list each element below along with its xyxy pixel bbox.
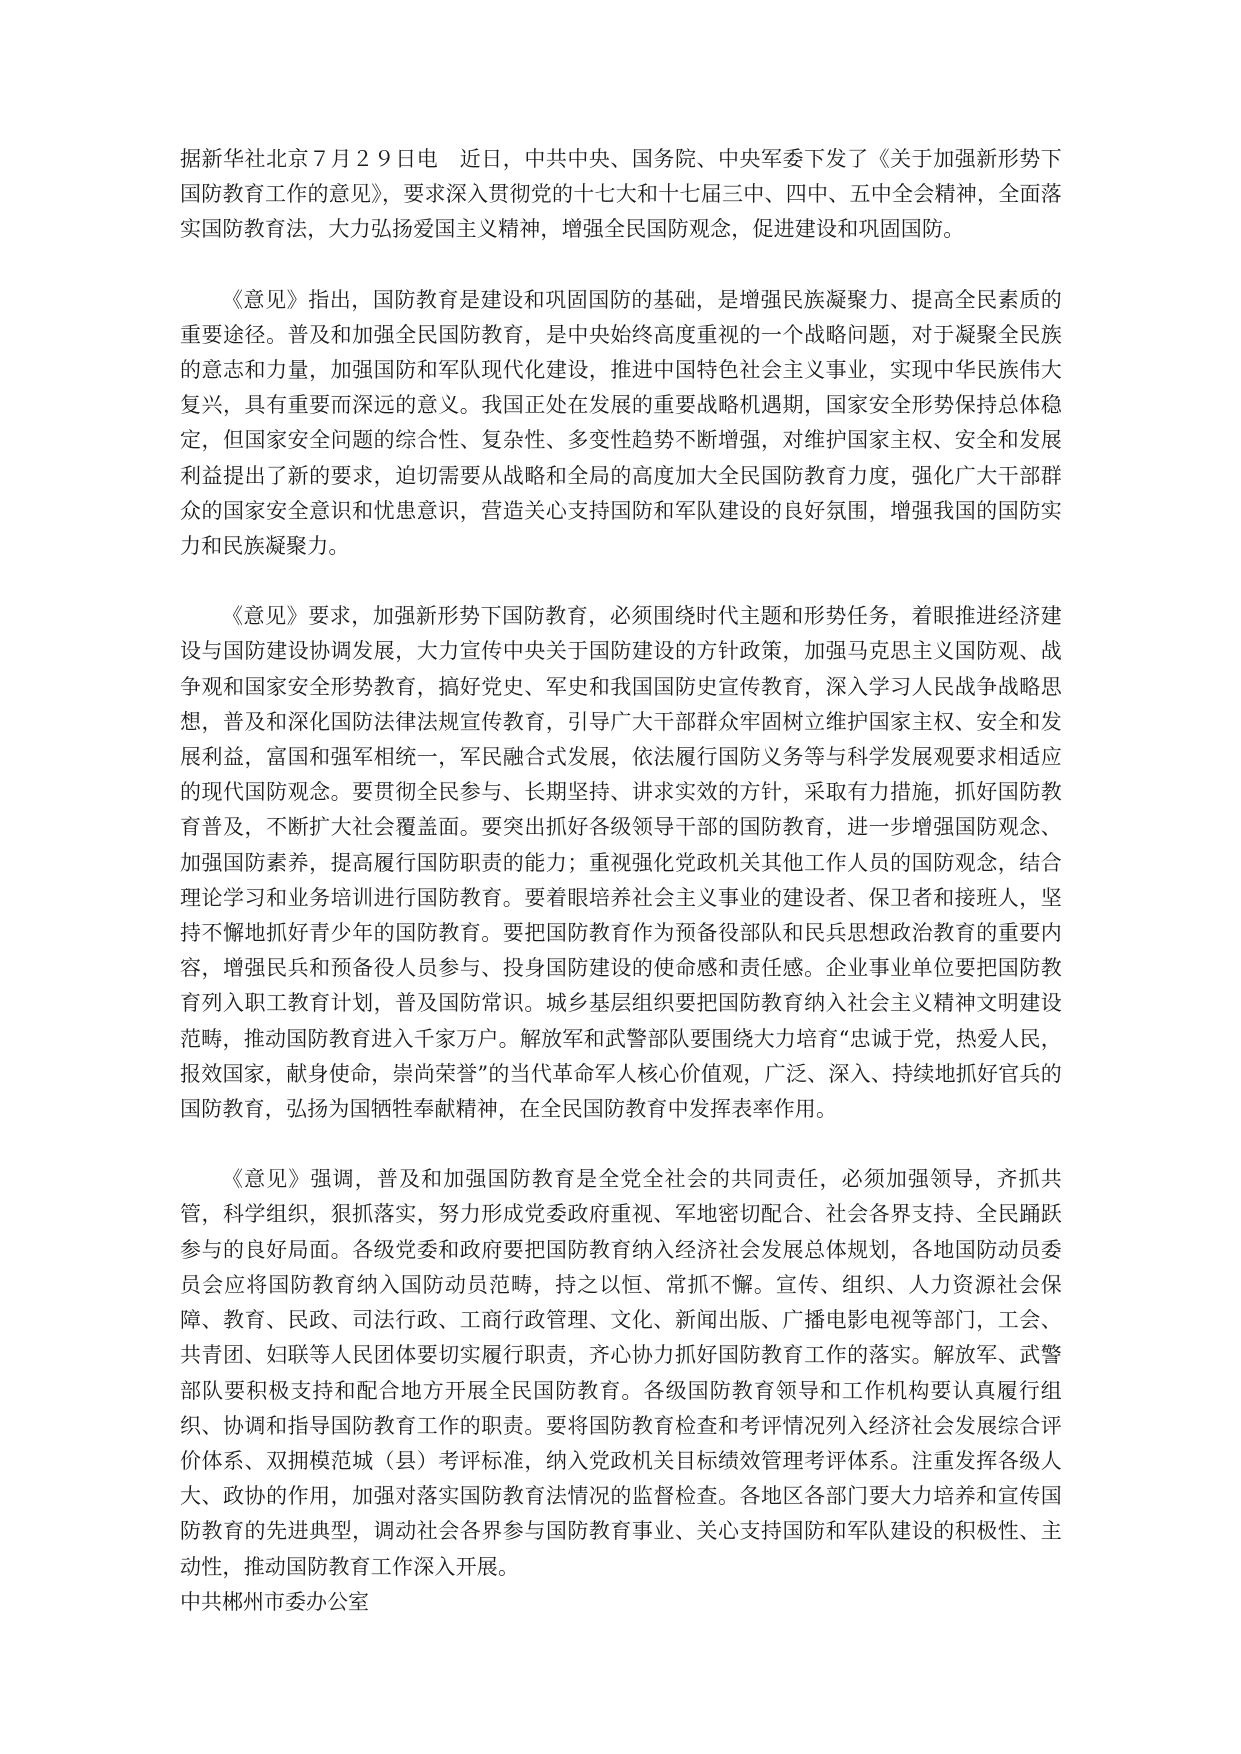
lead-paragraph: 据新华社北京７月２９日电 近日，中共中央、国务院、中央军委下发了《关于加强新形势下国防教育工作的意见》，要求深入贯彻党的十七大和十七届三中、四中、五中全会精神，全面落实国防教育法，大力弘扬爱国主义精神，增强全民国防观念，促进建设和巩固国防。 <box>180 147 1062 242</box>
paragraph-gap <box>180 248 1062 283</box>
paragraph-gap <box>180 1127 1062 1162</box>
signature: 中共郴州市委办公室 <box>180 1589 369 1614</box>
body-paragraph-1: 《意见》指出，国防教育是建设和巩固国防的基础，是增强民族凝聚力、提高全民素质的重要途径。普及和加强全民国防教育，是中央始终高度重视的一个战略问题，对于凝聚全民族的意志和力量，加强国防和军队现代化建设，推进中国特色社会主义事业，实现中华民族伟大复兴，具有重要而深远的意义。我国正处在发展的重要战略机遇期，国家安全形势保持总体稳定，但国家安全问题的综合性、复杂性、多变性趋势不断增强，对维护国家主权、安全和发展利益提出了新的要求，迫切需要从战略和全局的高度加大全民国防教育力度，强化广大干部群众的国家安全意识和忧患意识，营造关心支持国防和军队建设的良好氛围，增强我国的国防实力和民族凝聚力。 <box>180 287 1062 559</box>
paragraph-gap <box>180 564 1062 599</box>
body-paragraph-3: 《意见》强调，普及和加强国防教育是全党全社会的共同责任，必须加强领导，齐抓共管，科学组织，狠抓落实，努力形成党委政府重视、军地密切配合、社会各界支持、全民踊跃参与的良好局面。各级党委和政府要把国防教育纳入经济社会发展总体规划，各地国防动员委员会应将国防教育纳入国防动员范畴，持之以恒、常抓不懈。宣传、组织、人力资源社会保障、教育、民政、司法行政、工商行政管理、文化、新闻出版、广播电影电视等部门，工会、共青团、妇联等人民团体要切实履行职责，齐心协力抓好国防教育工作的落实。解放军、武警部队要积极支持和配合地方开展全民国防教育。各级国防教育领导和工作机构要认真履行组织、协调和指导国防教育工作的职责。要将国防教育检查和考评情况列入经济社会发展综合评价体系、双拥模范城（县）考评标准，纳入党政机关目标绩效管理考评体系。注重发挥各级人大、政协的作用，加强对落实国防教育法情况的监督检查。各地区各部门要大力培养和宣传国防教育的先进典型，调动社会各界参与国防教育事业、关心支持国防和军队建设的积极性、主动性，推动国防教育工作深入开展。 <box>180 1167 1062 1579</box>
body-paragraph-2: 《意见》要求，加强新形势下国防教育，必须围绕时代主题和形势任务，着眼推进经济建设与国防建设协调发展，大力宣传中央关于国防建设的方针政策，加强马克思主义国防观、战争观和国家安全形势教育，搞好党史、军史和我国国防史宣传教育，深入学习人民战争战略思想，普及和深化国防法律法规宣传教育，引导广大干部群众牢固树立维护国家主权、安全和发展利益，富国和强军相统一，军民融合式发展，依法履行国防义务等与科学发展观要求相适应的现代国防观念。要贯彻全民参与、长期坚持、讲求实效的方针，采取有力措施，抓好国防教育普及，不断扩大社会覆盖面。要突出抓好各级领导干部的国防教育，进一步增强国防观念、加强国防素养，提高履行国防职责的能力；重视强化党政机关其他工作人员的国防观念，结合理论学习和业务培训进行国防教育。要着眼培养社会主义事业的建设者、保卫者和接班人，坚持不懈地抓好青少年的国防教育。要把国防教育作为预备役部队和民兵思想政治教育的重要内容，增强民兵和预备役人员参与、投身国防建设的使命感和责任感。企业事业单位要把国防教育列入职工教育计划，普及国防常识。城乡基层组织要把国防教育纳入社会主义精神文明建设范畴，推动国防教育进入千家万户。解放军和武警部队要围绕大力培育“忠诚于党，热爱人民，报效国家，献身使命，崇尚荣誉”的当代革命军人核心价值观，广泛、深入、持续地抓好官兵的国防教育，弘扬为国牺牲奉献精神，在全民国防教育中发挥表率作用。 <box>180 604 1062 1122</box>
document-page <box>180 142 1062 1620</box>
